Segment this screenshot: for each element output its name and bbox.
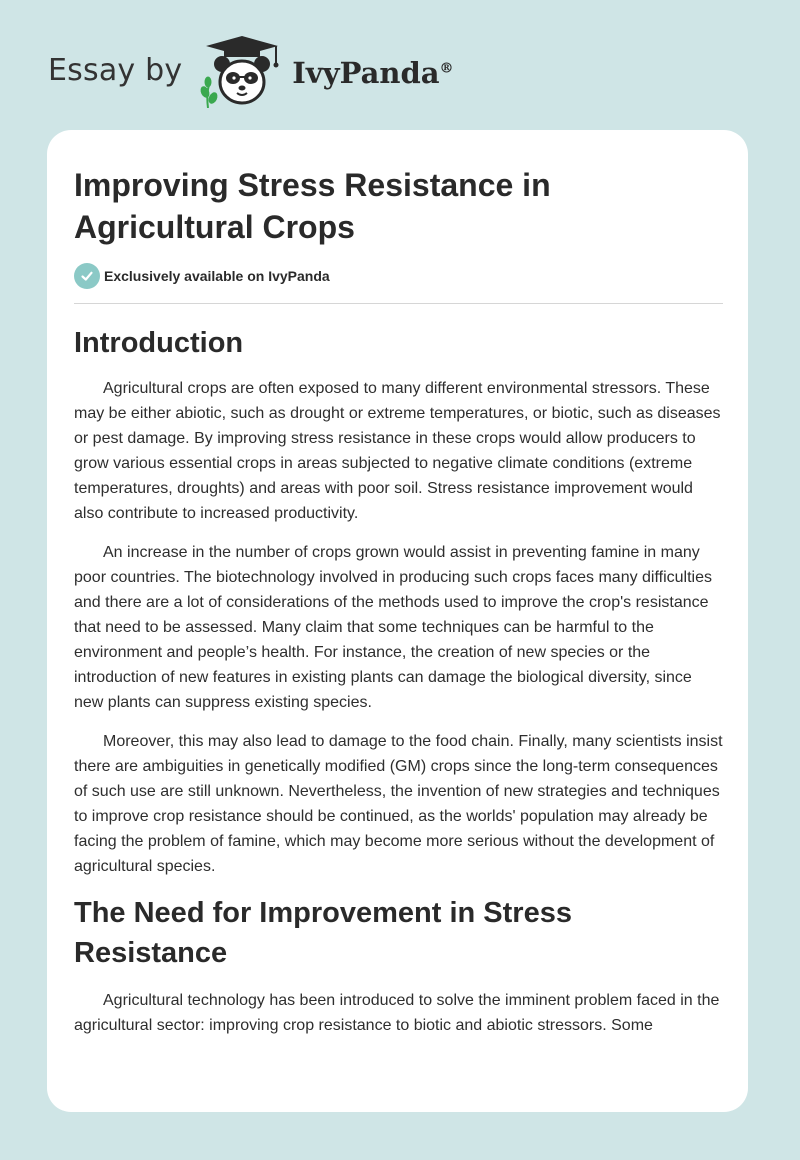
article-body	[74, 323, 723, 1052]
divider	[74, 303, 723, 304]
section-heading-need-for-improvement: The Need for Improvement in Stress Resistance	[74, 897, 572, 969]
paragraph: An increase in the number of crops grown would assist in preventing famine in many poor countries. The biotechnology involved in producing such crops faces many difficulties and there are a lot of considerations of the methods used to improve the crop's resistance that need to be assessed. Many claim that some techniques can be harmful to the environment and people’s health. For instance, the creation of new species or the introduction of new features in existing plants can damage the biological diversity, since new plants can suppress existing species.	[74, 544, 712, 711]
brand-name: IvyPanda®	[292, 56, 454, 90]
brand-header	[48, 36, 454, 108]
paragraph: Agricultural crops are often exposed to many different environmental stressors. These may be either abiotic, such as drought or extreme temperatures, or biotic, such as diseases or pest damage. By improving stress resistance in these crops would allow producers to grow various essential crops in areas subjected to negative climate conditions (extreme temperatures, droughts) and areas with poor soil. Stress resistance improvement would also contribute to increased productivity.	[74, 380, 721, 522]
page-title: Improving Stress Resistance in Agricultural Crops	[74, 167, 551, 245]
brand-prefix: Essay by	[48, 52, 183, 88]
article-card	[47, 130, 748, 1112]
paragraph: Agricultural technology has been introduced to solve the imminent problem faced in the agricultural sector: improving crop resistance to biotic and abiotic stressors. Some	[74, 992, 720, 1034]
paragraph: Moreover, this may also lead to damage to the food chain. Finally, many scientists insist there are ambiguities in genetically modified (GM) crops since the long-term consequences of such use are still unknown. Nevertheless, the invention of new strategies and techniques to improve crop resistance should be continued, as the worlds' population may already be facing the problem of famine, which may become more serious without the development of agricultural species.	[74, 733, 723, 875]
badge-label: Exclusively available on IvyPanda	[104, 268, 330, 284]
check-circle-icon	[74, 263, 100, 289]
panda-logo-icon	[196, 36, 288, 108]
section-heading-introduction: Introduction	[74, 327, 244, 359]
exclusive-badge	[74, 263, 330, 289]
